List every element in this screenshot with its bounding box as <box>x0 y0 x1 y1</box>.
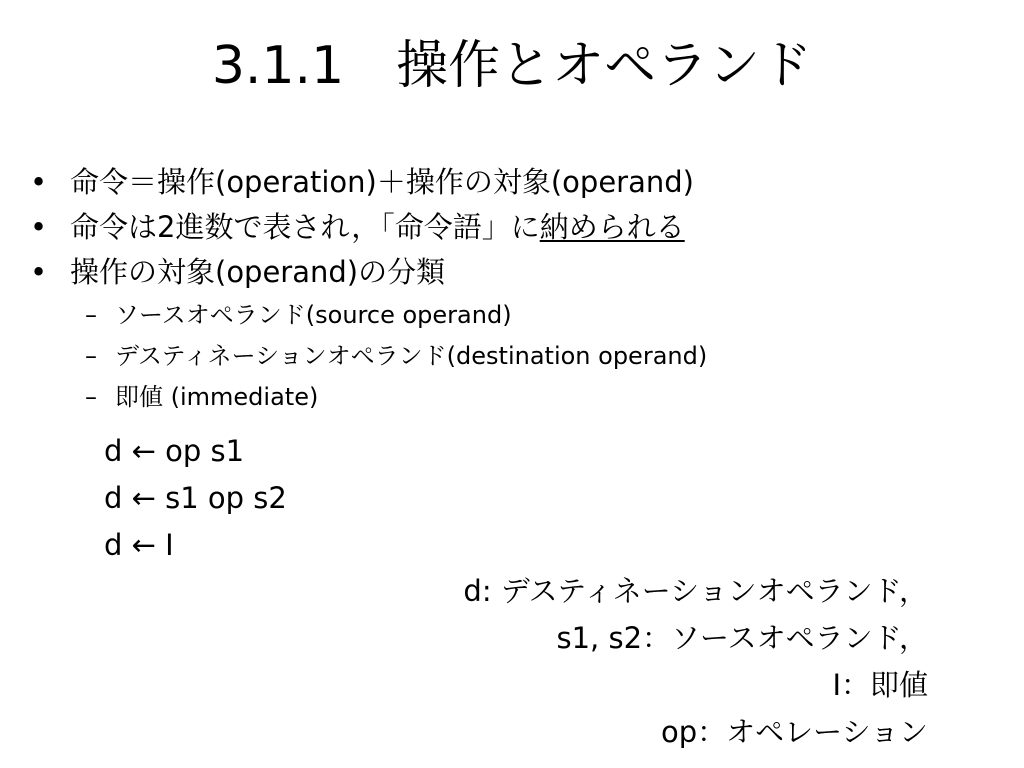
sub-bullet-marker: – <box>85 342 97 370</box>
sub-bullet-source <box>30 295 707 336</box>
sub-bullet-destination <box>30 336 707 377</box>
formula-line: d ← I <box>104 528 174 562</box>
bullet-marker: • <box>30 255 48 289</box>
sub-bullet-immediate <box>30 377 707 418</box>
sub-bullet-text: デスティネーションオペランド(destination operand) <box>115 342 708 370</box>
bullet-list <box>30 160 707 418</box>
sub-bullet-text: ソースオペランド(source operand) <box>115 301 512 329</box>
formula-line: d ← s1 op s2 <box>104 481 287 515</box>
bullet-item-2 <box>30 205 707 250</box>
bullet-text: 命令＝操作(operation)＋操作の対象(operand) <box>70 165 694 199</box>
slide-title: 3.1.1 操作とオペランド <box>211 36 813 96</box>
legend-line: d: デスティネーションオペランド， <box>463 574 928 608</box>
bullet-text: 操作の対象(operand)の分類 <box>70 255 446 289</box>
bullet-text: 命令は2進数で表され，「命令語」に <box>70 210 540 244</box>
bullet-marker: • <box>30 210 48 244</box>
sub-bullet-marker: – <box>85 301 97 329</box>
legend-line: op：オペレーション <box>661 715 928 749</box>
sub-bullet-marker: – <box>85 383 97 411</box>
legend-line: I：即値 <box>832 668 928 702</box>
legend-list <box>463 568 928 756</box>
bullet-text-underlined: 納められる <box>539 210 685 244</box>
formula-line: d ← op s1 <box>104 434 245 468</box>
bullet-item-1 <box>30 160 707 205</box>
formula-list <box>104 428 287 569</box>
bullet-item-3 <box>30 250 707 295</box>
sub-bullet-text: 即値 (immediate) <box>115 383 319 411</box>
legend-line: s1, s2：ソースオペランド， <box>556 621 928 655</box>
bullet-marker: • <box>30 165 48 199</box>
